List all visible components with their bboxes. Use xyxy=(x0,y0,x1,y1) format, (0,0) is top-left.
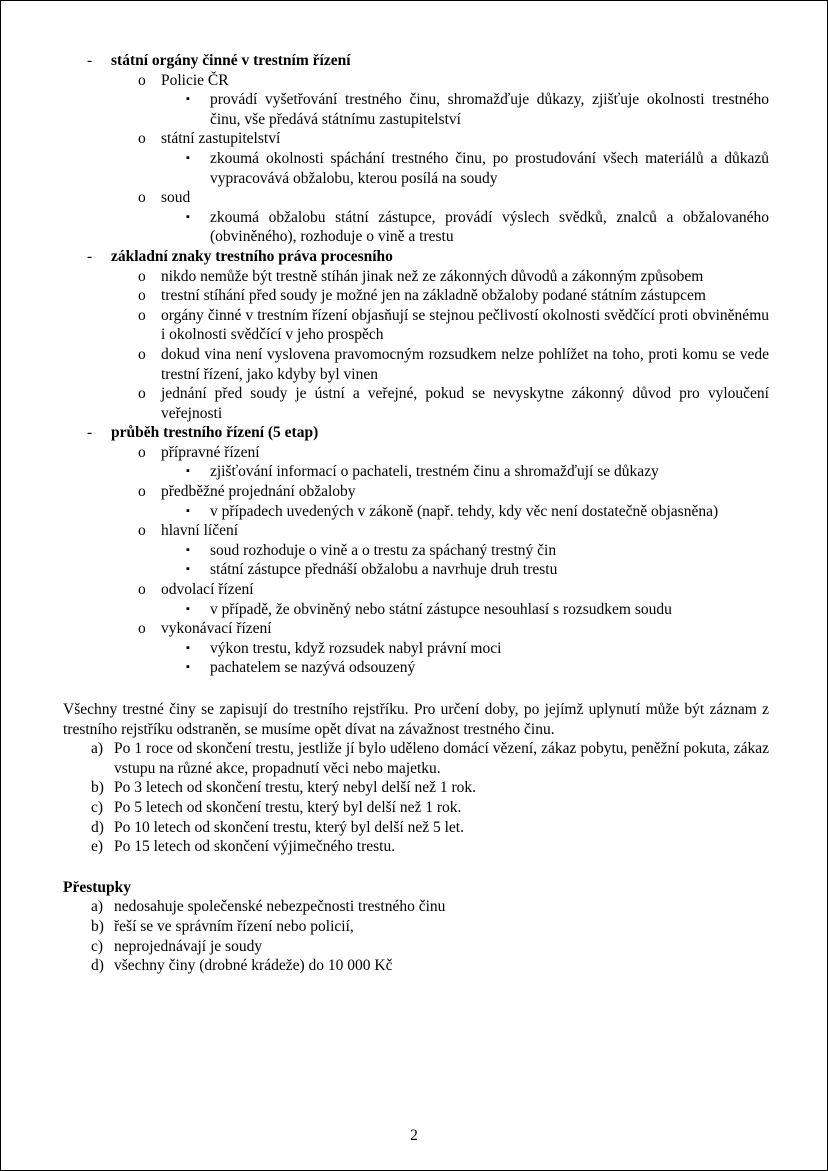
square-bullet: ▪ xyxy=(186,465,190,478)
lettered-item xyxy=(63,917,769,937)
outline-detail-text: pachatelem se nazývá odsouzený xyxy=(210,659,416,677)
outline-detail xyxy=(63,639,769,659)
outline-subitem xyxy=(63,482,769,502)
outline-subitem-text: nikdo nemůže být trestně stíhán jinak než ze zákonných důvodů a zákonným způsobem xyxy=(161,267,704,285)
outline-subitem-text: přípravné řízení xyxy=(161,443,260,461)
circle-bullet: o xyxy=(138,483,146,501)
lettered-item-text: Po 10 letech od skončení trestu, který byl delší než 5 let. xyxy=(114,818,464,836)
outline-subitem xyxy=(63,580,769,600)
outline-subitem xyxy=(63,345,769,384)
outline-subitem-text: předběžné projednání obžaloby xyxy=(161,483,356,501)
circle-bullet: o xyxy=(138,130,146,148)
outline-subitem xyxy=(63,619,769,639)
section-heading: Přestupky xyxy=(63,878,132,896)
letter-label: b) xyxy=(91,779,104,797)
letter-label: a) xyxy=(91,740,104,758)
square-bullet: ▪ xyxy=(186,641,190,654)
letter-label: d) xyxy=(91,957,104,975)
outline-detail-text: provádí vyšetřování trestného činu, shromažďuje důkazy, zjišťuje okolnosti trestného činu, vše předává státnímu zastupitelství xyxy=(210,91,769,128)
lettered-item xyxy=(63,818,769,838)
dash-bullet: - xyxy=(87,424,93,442)
lettered-item-text: Po 5 letech od skončení trestu, který byl delší než 1 rok. xyxy=(114,798,462,816)
outline-subitem xyxy=(63,267,769,287)
outline-title: průběh trestního řízení (5 etap) xyxy=(111,424,319,442)
lettered-item xyxy=(63,778,769,798)
outline-subitem xyxy=(63,188,769,208)
circle-bullet: o xyxy=(138,385,146,403)
outline-subitem xyxy=(63,306,769,345)
outline-title: základní znaky trestního práva procesního xyxy=(111,247,393,265)
outline-detail xyxy=(63,541,769,561)
outline-subitem xyxy=(63,443,769,463)
lettered-item xyxy=(63,837,769,857)
circle-bullet: o xyxy=(138,522,146,540)
circle-bullet: o xyxy=(138,71,146,89)
letter-label: c) xyxy=(91,937,104,955)
outline-subitem xyxy=(63,129,769,149)
lettered-item xyxy=(63,798,769,818)
square-bullet: ▪ xyxy=(186,504,190,517)
letter-label: b) xyxy=(91,917,104,935)
circle-bullet: o xyxy=(138,306,146,324)
outline-detail xyxy=(63,149,769,188)
letter-label: d) xyxy=(91,818,104,836)
outline-subitem xyxy=(63,384,769,423)
outline-detail-text: v případě, že obviněný nebo státní zástupce nesouhlasí s rozsudkem soudu xyxy=(210,600,672,618)
circle-bullet: o xyxy=(138,189,146,207)
letter-label: a) xyxy=(91,898,104,916)
lettered-item-text: neprojednávají je soudy xyxy=(114,937,263,955)
lettered-item xyxy=(63,897,769,917)
lettered-item xyxy=(63,739,769,778)
outline-detail-text: zjišťování informací o pachateli, trestném činu a shromažďují se důkazy xyxy=(210,463,659,481)
letter-label: c) xyxy=(91,798,104,816)
circle-bullet: o xyxy=(138,443,146,461)
lettered-item xyxy=(63,937,769,957)
dash-bullet: - xyxy=(87,247,93,265)
outline-detail xyxy=(63,462,769,482)
outline-detail xyxy=(63,208,769,247)
outline-detail-text: státní zástupce přednáší obžalobu a navrhuje druh trestu xyxy=(210,561,558,579)
outline-detail xyxy=(63,502,769,522)
lettered-item xyxy=(63,956,769,976)
circle-bullet: o xyxy=(138,620,146,638)
square-bullet: ▪ xyxy=(186,661,190,674)
letter-label: e) xyxy=(91,838,104,856)
circle-bullet: o xyxy=(138,345,146,363)
lettered-item-text: Po 15 letech od skončení výjimečného trestu. xyxy=(114,838,396,856)
lettered-item-text: nedosahuje společenské nebezpečnosti trestného činu xyxy=(114,898,446,916)
outline-subitem-text: orgány činné v trestním řízení objasňují se stejnou pečlivostí okolnosti svědčící proti obviněnému i okolnosti svědčící v jeho prospěch xyxy=(161,306,769,344)
outline-subitem-text: odvolací řízení xyxy=(161,581,254,599)
outline-title: státní orgány činné v trestním řízení xyxy=(111,52,351,69)
outline-subitem xyxy=(63,286,769,306)
outline-detail xyxy=(63,90,769,129)
document-content xyxy=(1,1,827,976)
outline-subitem-text: vykonávací řízení xyxy=(161,620,272,638)
circle-bullet: o xyxy=(138,267,146,285)
outline-item xyxy=(63,423,769,443)
outline-subitem-text: trestní stíhání před soudy je možné jen na základně obžaloby podané státním zástupcem xyxy=(161,287,706,305)
outline-detail xyxy=(63,658,769,678)
outline-detail-text: soud rozhoduje o vině a o trestu za spáchaný trestný čin xyxy=(210,541,557,559)
circle-bullet: o xyxy=(138,581,146,599)
square-bullet: ▪ xyxy=(186,151,190,164)
square-bullet: ▪ xyxy=(186,563,190,576)
outline-subitem xyxy=(63,521,769,541)
outline-subitem xyxy=(63,71,769,91)
outline-subitem-text: dokud vina není vyslovena pravomocným rozsudkem nelze pohlížet na toho, proti komu se vede trestní řízení, jako kdyby byl vinen xyxy=(161,345,769,383)
outline-item xyxy=(63,247,769,267)
square-bullet: ▪ xyxy=(186,93,190,106)
outline-subitem-text: státní zastupitelství xyxy=(161,130,281,148)
square-bullet: ▪ xyxy=(186,210,190,223)
register-paragraph: Všechny trestné činy se zapisují do trestního rejstříku. Pro určení doby, po jejímž uplynutí může být záznam z trestního rejstříku odstraněn, se musíme opět dívat na závažnost trestného činu. xyxy=(63,701,769,738)
circle-bullet: o xyxy=(138,287,146,305)
outline-subitem-text: Policie ČR xyxy=(161,71,229,89)
outline-subitem-text: hlavní líčení xyxy=(161,522,239,540)
square-bullet: ▪ xyxy=(186,543,190,556)
outline-detail xyxy=(63,600,769,620)
lettered-item-text: všechny činy (drobné krádeže) do 10 000 Kč xyxy=(114,957,393,975)
outline-subitem-text: soud xyxy=(161,189,191,207)
lettered-item-text: Po 1 roce od skončení trestu, jestliže jí bylo uděleno domácí vězení, zákaz pobytu, peněžní pokuta, zákaz vstupu na různé akce, propadnutí věci nebo majetku. xyxy=(114,740,769,777)
page-number: 2 xyxy=(410,1127,418,1145)
outline-subitem-text: jednání před soudy je ústní a veřejné, pokud se nevyskytne zákonný důvod pro vyloučení veřejnosti xyxy=(161,385,769,422)
dash-bullet: - xyxy=(87,52,93,69)
outline-detail-text: v případech uvedených v zákoně (např. tehdy, kdy věc není dostatečně objasněna) xyxy=(210,502,719,520)
outline-detail-text: výkon trestu, když rozsudek nabyl právní moci xyxy=(210,639,502,657)
square-bullet: ▪ xyxy=(186,602,190,615)
outline-detail xyxy=(63,560,769,580)
lettered-item-text: řeší se ve správním řízení nebo policií, xyxy=(114,917,354,935)
outline-detail-text: zkoumá obžalobu státní zástupce, provádí výslech svědků, znalců a obžalovaného (obviněného), rozhoduje o vině a trestu xyxy=(210,208,769,246)
outline-item xyxy=(63,51,769,71)
lettered-item-text: Po 3 letech od skončení trestu, který nebyl delší než 1 rok. xyxy=(114,779,477,797)
outline-detail-text: zkoumá okolnosti spáchání trestného činu, po prostudování všech materiálů a důkazů vypracovává obžalobu, kterou posílá na soudy xyxy=(210,149,769,187)
